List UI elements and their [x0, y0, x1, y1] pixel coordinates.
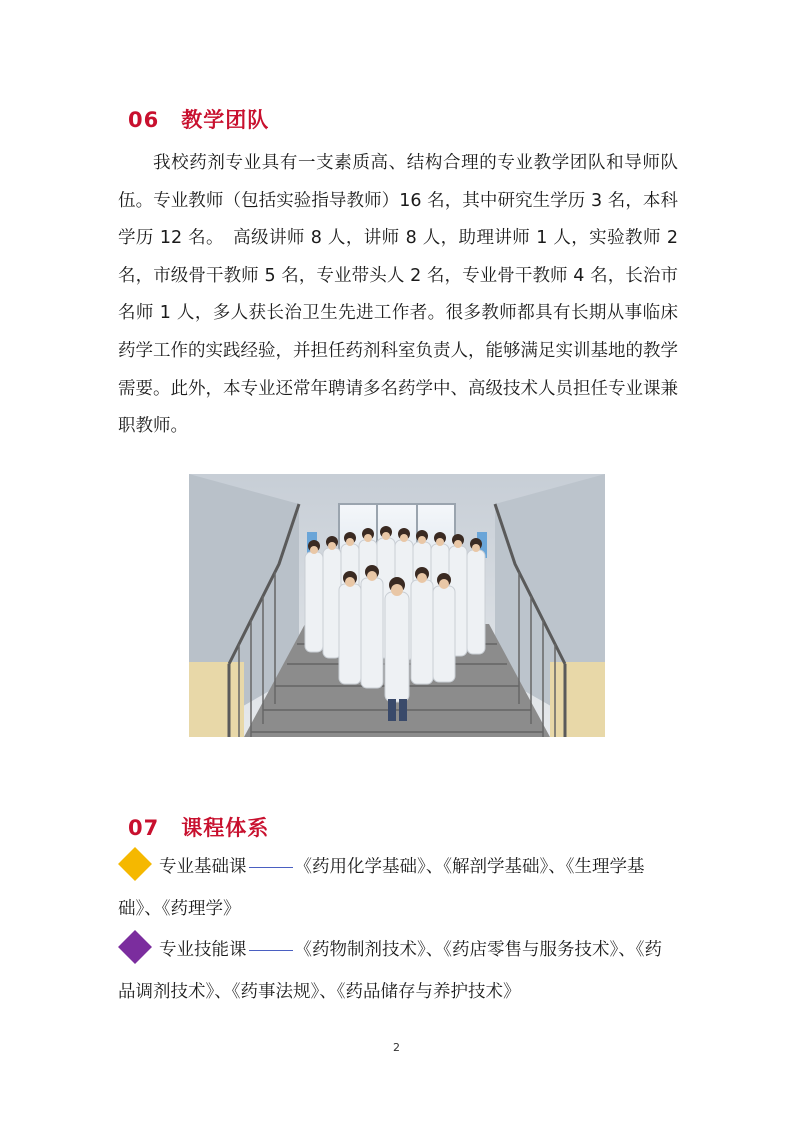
- course-category-label: 专业基础课: [159, 857, 247, 877]
- team-paragraph: 我校药剂专业具有一支素质高、结构合理的专业教学团队和导师队伍。专业教师（包括实验指导教师）16 名，其中研究生学历 3 名，本科学历 12 名。 高级讲师 8 人，讲师 8 人，助理讲师 1 人，实验教师 2 名，市级骨干教师 5 名，专业带头人 2 名，专业骨干教师 4 名，长治市名师 1 人，多人获长治卫生先进工作者。很多教师都具有长期从事临床药学工作的实践经验，并担任药剂科室负责人，能够满足实训基地的教学需要。此外，本专业还常年聘请多名药学中、高级技术人员担任专业课兼职教师。: [118, 153, 678, 437]
- yellow-diamond-icon: [118, 847, 152, 881]
- course-item-skills: [118, 929, 678, 1013]
- section-06-number: 06: [128, 108, 160, 132]
- section-06-title: 教学团队: [181, 108, 270, 132]
- section-06-heading: [128, 104, 269, 134]
- course-list: 《药用化学基础》、《解剖学基础》、《生理学基础》、《药理学》: [118, 857, 645, 919]
- connector-line: [249, 950, 293, 951]
- section-07-title: 课程体系: [181, 816, 270, 840]
- connector-line: [249, 867, 293, 868]
- course-category-label: 专业技能课: [159, 940, 247, 960]
- course-list: 《药物制剂技术》、《药店零售与服务技术》、《药品调剂技术》、《药事法规》、《药品储存与养护技术》: [118, 940, 662, 1002]
- team-photo: [189, 474, 605, 737]
- section-07-heading: [128, 812, 269, 842]
- section-07-number: 07: [128, 816, 160, 840]
- page-number: 2: [393, 1041, 400, 1054]
- purple-diamond-icon: [118, 930, 152, 964]
- course-item-foundation: [118, 846, 678, 930]
